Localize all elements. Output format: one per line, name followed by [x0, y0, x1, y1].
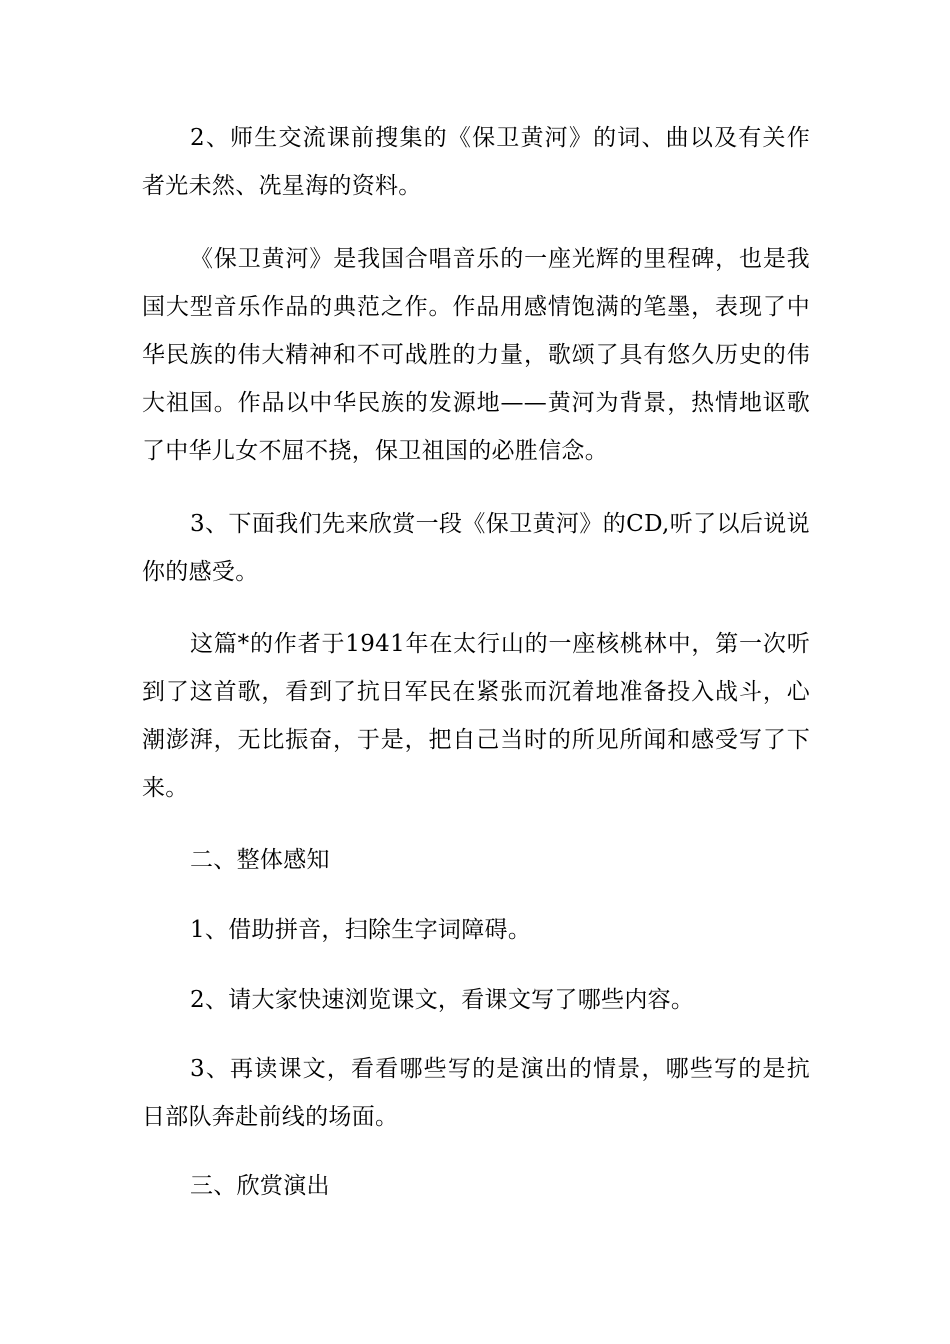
section-heading-enjoy-performance: 三、欣赏演出 — [190, 1173, 330, 1199]
paragraph-collect-materials: 2、师生交流课前搜集的《保卫黄河》的词、曲以及有关作者光未然、冼星海的资料。 — [142, 125, 810, 199]
paragraph-work-introduction: 《保卫黄河》是我国合唱音乐的一座光辉的里程碑，也是我国大型音乐作品的典范之作。作品用感情饱满的笔墨，表现了中华民族的伟大精神和不可战胜的力量，歌颂了具有悠久历史的伟大祖国。作品以中华民族的发源地——黄河为背景，热情地讴歌了中华儿女不屈不挠，保卫祖国的必胜信念。 — [142, 246, 810, 464]
paragraph-listen-cd: 3、下面我们先来欣赏一段《保卫黄河》的CD,听了以后说说你的感受。 — [142, 511, 810, 585]
paragraph-author-background: 这篇*的作者于1941年在太行山的一座核桃林中，第一次听到了这首歌，看到了抗日军民在紧张而沉着地准备投入战斗，心潮澎湃，无比振奋，于是，把自己当时的所见所闻和感受写了下来。 — [142, 631, 810, 801]
paragraph-pinyin: 1、借助拼音，扫除生字词障碍。 — [190, 917, 532, 943]
paragraph-reread-text: 3、再读课文，看看哪些写的是演出的情景，哪些写的是抗日部队奔赴前线的场面。 — [142, 1056, 810, 1130]
section-heading-overall-perception: 二、整体感知 — [190, 847, 330, 873]
paragraph-browse-text: 2、请大家快速浏览课文，看课文写了哪些内容。 — [190, 987, 695, 1013]
